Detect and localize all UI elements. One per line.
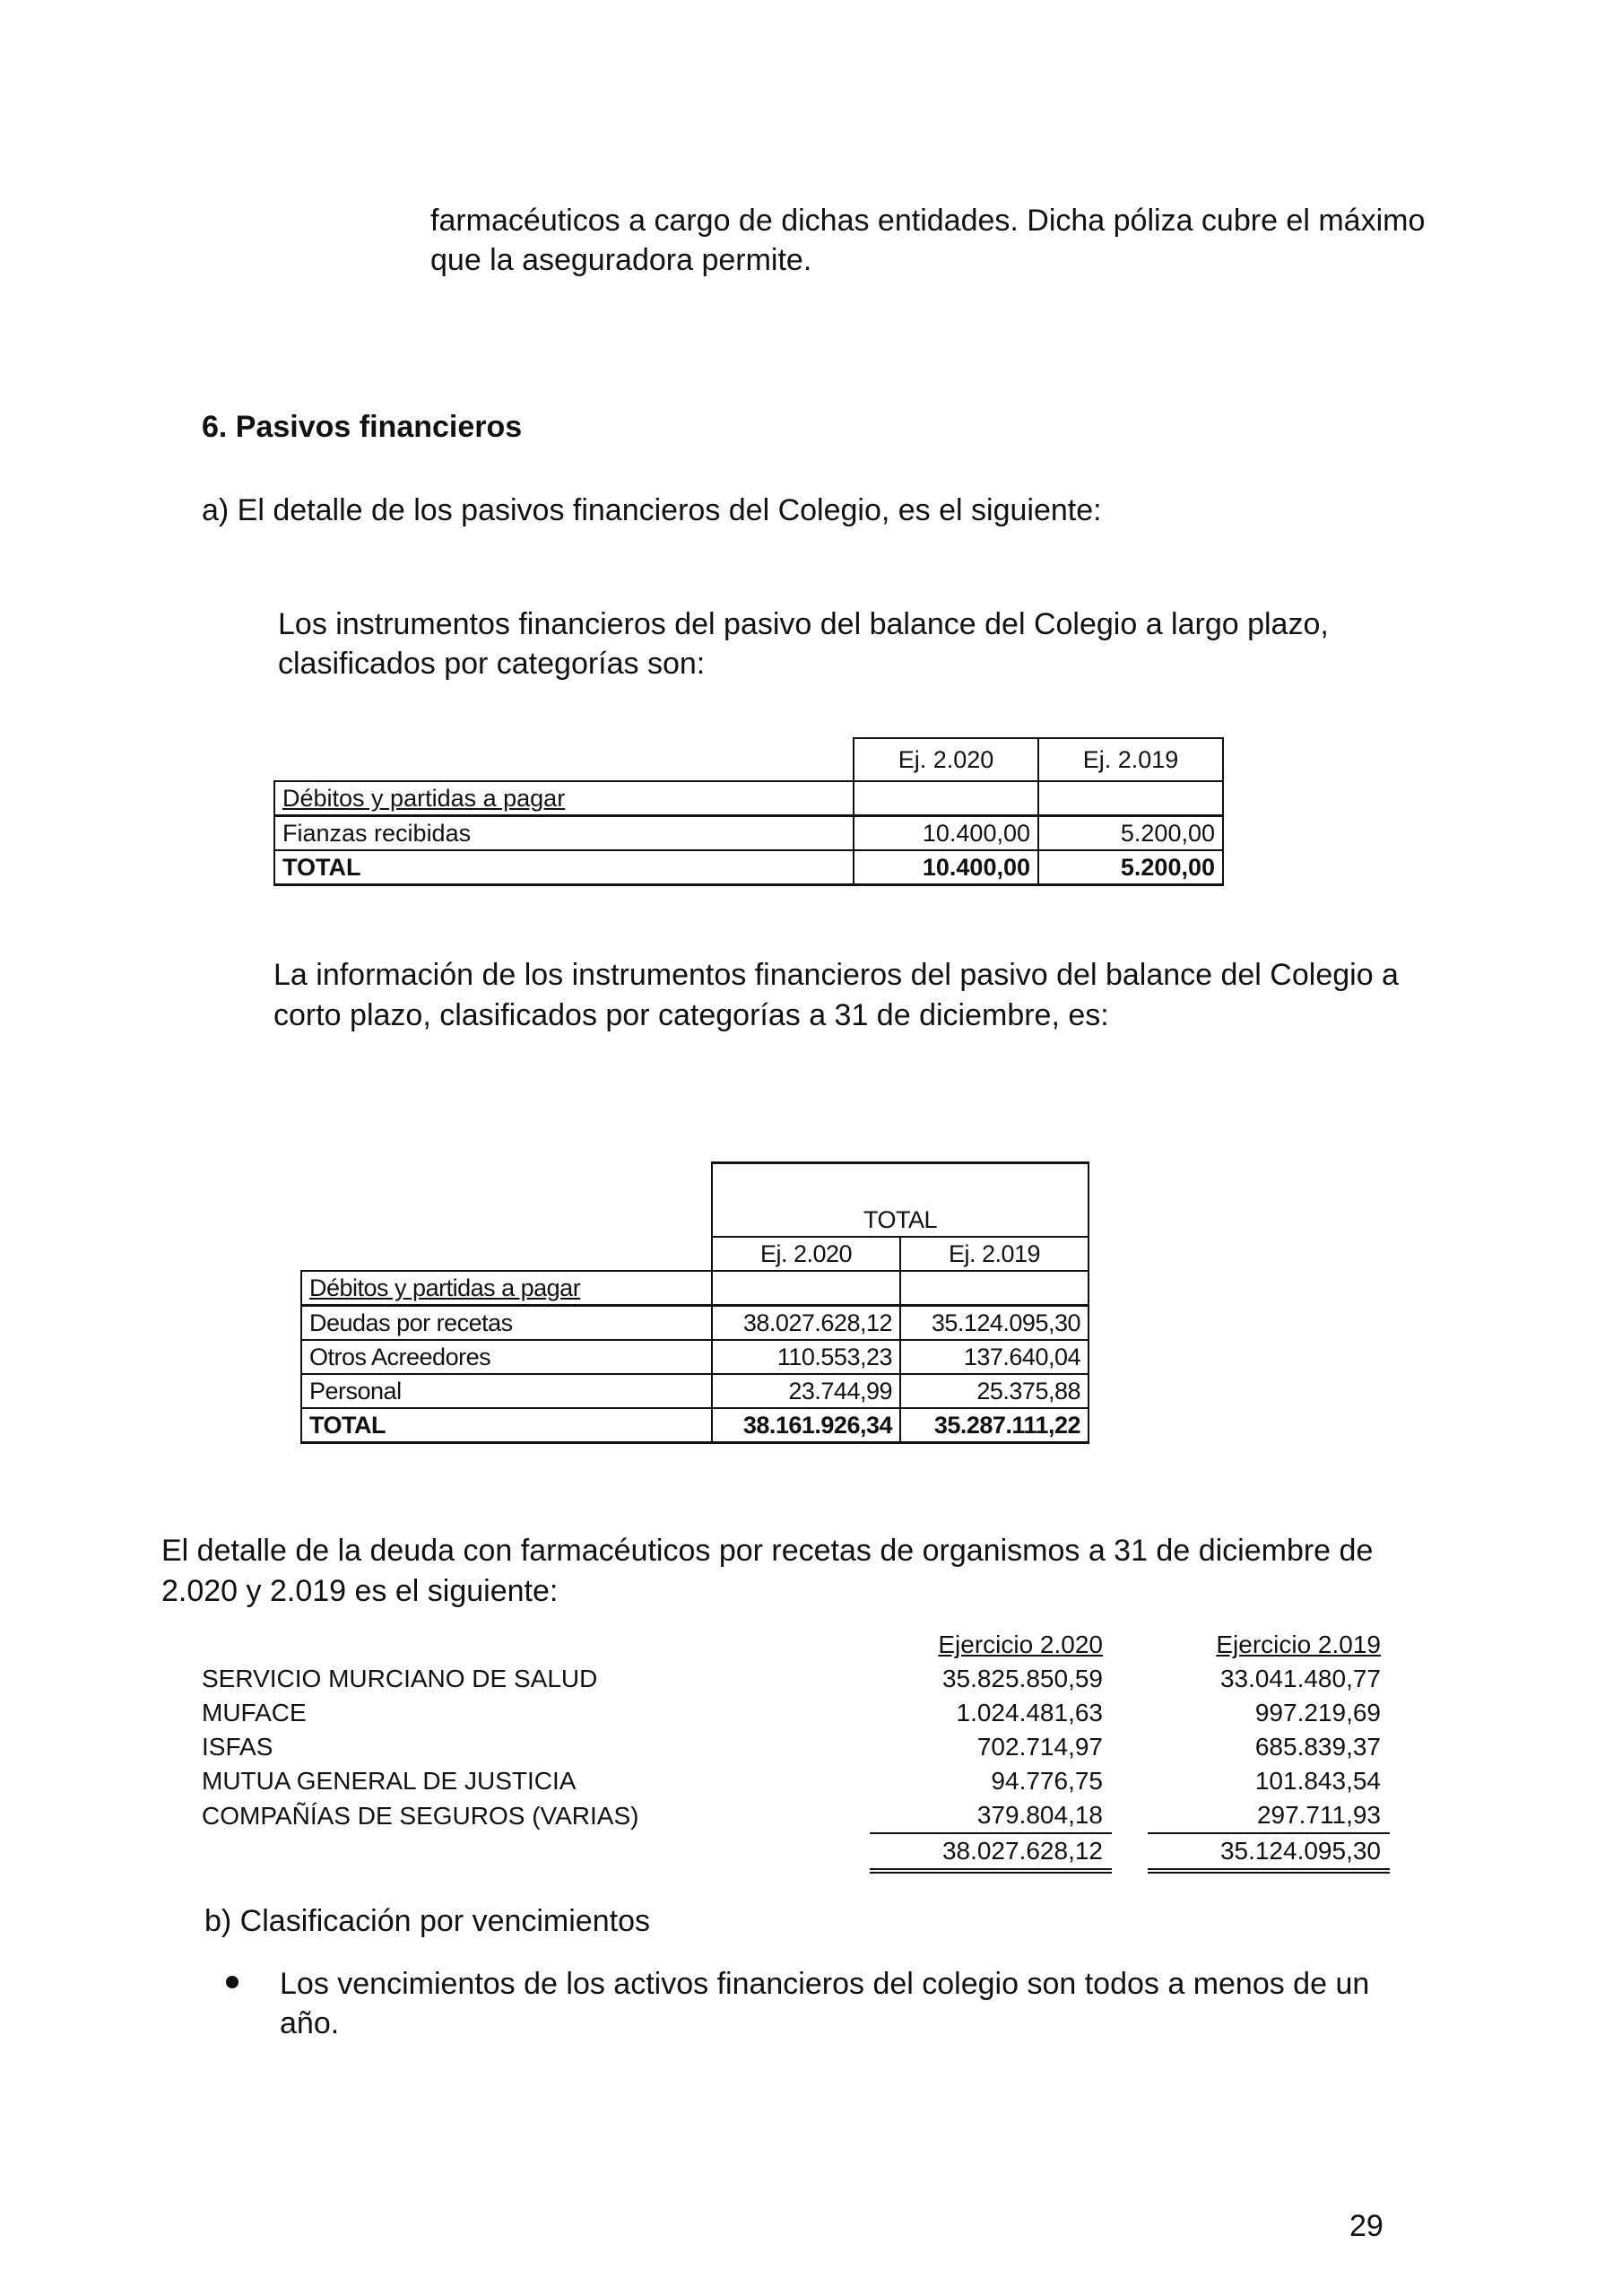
- row-value-2019: 297.711,93: [1148, 1798, 1390, 1833]
- row-value-2020: 94.776,75: [991, 1767, 1103, 1795]
- row-value-2019: 33.041.480,77: [1219, 1665, 1381, 1692]
- maturity-bullet-line-1: Los vencimientos de los activos financieros del colegio son todos a menos de un: [280, 1967, 1370, 2001]
- group-header-row: [301, 1163, 1089, 1238]
- row-label: MUFACE: [202, 1699, 307, 1726]
- short-term-intro-line-1: La información de los instrumentos financieros del pasivo del balance del Colegio a: [273, 958, 1399, 992]
- header-ejercicio-2019: Ejercicio 2.019: [1216, 1631, 1381, 1658]
- row-value-2019: 997.219,69: [1254, 1699, 1381, 1726]
- total-row: [274, 850, 1223, 885]
- header-year-2019: Ej. 2.019: [900, 1237, 1089, 1271]
- header-year-2020: Ej. 2.020: [712, 1237, 900, 1271]
- row-label: Deudas por recetas: [301, 1306, 712, 1341]
- section-heading: 6. Pasivos financieros: [202, 410, 523, 444]
- short-term-intro-line-2: corto plazo, clasificados por categorías a 31 de diciembre, es:: [273, 998, 1109, 1032]
- table-row: [202, 1764, 1390, 1798]
- short-term-liabilities-table: [300, 1161, 1089, 1444]
- debt-detail-intro-line-1: El detalle de la deuda con farmacéuticos por recetas de organismos a 31 de diciembre de: [161, 1534, 1374, 1568]
- maturity-bullet-line-2: año.: [280, 2006, 340, 2040]
- row-value-2019: 25.375,88: [900, 1374, 1089, 1408]
- intro-line-1: farmacéuticos a cargo de dichas entidades. Dicha póliza cubre el máximo: [430, 204, 1426, 238]
- table-row: [202, 1696, 1390, 1730]
- row-value-2019: 137.640,04: [900, 1340, 1089, 1374]
- row-value-2020: 1.024.481,63: [956, 1699, 1103, 1726]
- table-row: [202, 1730, 1390, 1764]
- row-label: COMPAÑÍAS DE SEGUROS (VARIAS): [202, 1801, 639, 1830]
- table-row: [301, 1306, 1089, 1341]
- category-row: [274, 781, 1223, 816]
- row-value-2020: 10.400,00: [854, 816, 1038, 851]
- total-label: TOTAL: [274, 850, 854, 885]
- row-value-2020: 110.553,23: [712, 1340, 900, 1374]
- row-value-2020: 38.027.628,12: [712, 1306, 900, 1341]
- total-row: [301, 1408, 1089, 1443]
- row-value-2019: 5.200,00: [1038, 816, 1223, 851]
- row-label: ISFAS: [202, 1733, 273, 1761]
- row-value-2020: 379.804,18: [870, 1798, 1112, 1833]
- row-value-2019: 101.843,54: [1254, 1767, 1381, 1795]
- row-label: Fianzas recibidas: [274, 816, 854, 851]
- intro-line-2: que la aseguradora permite.: [430, 243, 812, 277]
- category-label: Débitos y partidas a pagar: [301, 1271, 712, 1306]
- row-label: Personal: [301, 1374, 712, 1408]
- row-value-2020: 23.744,99: [712, 1374, 900, 1408]
- page-number: 29: [1349, 2209, 1383, 2243]
- total-value-2020: 38.027.628,12: [870, 1833, 1112, 1871]
- section-subheading-a: a) El detalle de los pasivos financieros del Colegio, es el siguiente:: [202, 493, 1102, 527]
- header-spacer: [274, 738, 854, 781]
- row-value-2019: 685.839,37: [1254, 1733, 1381, 1761]
- row-label: MUTUA GENERAL DE JUSTICIA: [202, 1767, 577, 1795]
- total-value-2020: 10.400,00: [854, 850, 1038, 885]
- total-row: [202, 1833, 1390, 1871]
- row-value-2020: 702.714,97: [976, 1733, 1103, 1761]
- table-row: [301, 1340, 1089, 1374]
- header-year-2020: Ej. 2.020: [854, 738, 1038, 781]
- total-value-2020: 38.161.926,34: [712, 1408, 900, 1443]
- total-value-2019: 5.200,00: [1038, 850, 1223, 885]
- table-header-row: [274, 738, 1223, 781]
- category-row: [301, 1271, 1089, 1306]
- table-row: [274, 816, 1223, 851]
- row-label: Otros Acreedores: [301, 1340, 712, 1374]
- long-term-intro-line-1: Los instrumentos financieros del pasivo del balance del Colegio a largo plazo,: [278, 607, 1329, 641]
- group-header-total: TOTAL: [712, 1163, 1089, 1238]
- total-label: TOTAL: [301, 1408, 712, 1443]
- long-term-liabilities-table: [273, 737, 1224, 886]
- row-label: SERVICIO MURCIANO DE SALUD: [202, 1665, 598, 1692]
- maturity-heading: b) Clasificación por vencimientos: [204, 1904, 650, 1938]
- row-value-2019: 35.124.095,30: [900, 1306, 1089, 1341]
- total-value-2019: 35.124.095,30: [1148, 1833, 1390, 1871]
- debt-detail-table: [202, 1628, 1390, 1874]
- total-value-2019: 35.287.111,22: [900, 1408, 1089, 1443]
- table-header-row: [301, 1237, 1089, 1271]
- debt-detail-intro-line-2: 2.020 y 2.019 es el siguiente:: [161, 1574, 559, 1608]
- row-value-2020: 35.825.850,59: [941, 1665, 1103, 1692]
- category-label: Débitos y partidas a pagar: [274, 781, 854, 816]
- bullet-icon: [226, 1976, 239, 1988]
- header-ejercicio-2020: Ejercicio 2.020: [938, 1631, 1103, 1658]
- table-row: [301, 1374, 1089, 1408]
- long-term-intro-line-2: clasificados por categorías son:: [278, 647, 706, 681]
- table-row: [202, 1798, 1390, 1833]
- table-row: [202, 1662, 1390, 1696]
- table-header-row: [202, 1628, 1390, 1662]
- header-year-2019: Ej. 2.019: [1038, 738, 1223, 781]
